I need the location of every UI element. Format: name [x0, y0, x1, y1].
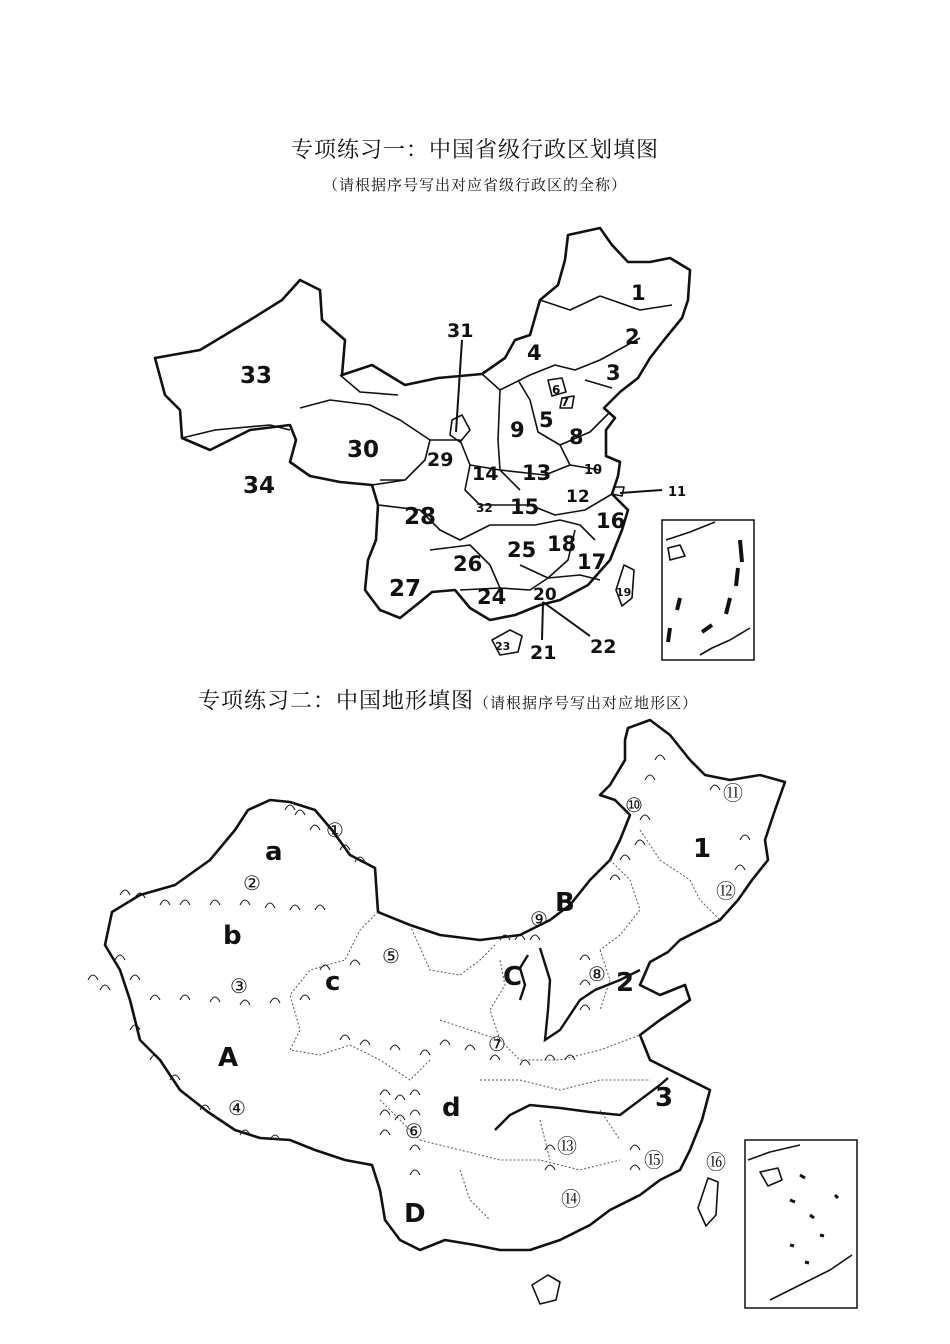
hainan-island-map2 — [532, 1275, 560, 1304]
province-label-17: 17 — [577, 550, 607, 574]
china-outline-map2 — [105, 720, 785, 1250]
province-label-2: 2 — [625, 325, 640, 349]
taiwan-island-map2 — [698, 1178, 718, 1226]
terrain-circled-13: ⑬ — [557, 1134, 577, 1158]
south-china-sea-inset-map1 — [662, 520, 754, 660]
china-outline-map1 — [155, 228, 690, 620]
terrain-label-3: 3 — [655, 1083, 674, 1113]
province-label-8: 8 — [569, 425, 584, 449]
province-label-31: 31 — [447, 320, 474, 342]
province-label-16: 16 — [596, 509, 626, 533]
province-label-26: 26 — [453, 552, 483, 576]
province-label-21: 21 — [530, 642, 557, 664]
province-label-15: 15 — [510, 495, 540, 519]
section2-subtitle: （请根据序号写出对应地形区） — [474, 694, 699, 712]
terrain-circled-5: ⑤ — [382, 944, 400, 968]
province-map — [155, 228, 754, 664]
province-label-3: 3 — [606, 361, 621, 385]
province-label-33: 33 — [240, 363, 273, 389]
province-label-1: 1 — [631, 281, 646, 305]
province-label-12: 12 — [566, 487, 590, 507]
terrain-circled-14: ⑭ — [561, 1187, 581, 1211]
terrain-label-A: A — [218, 1043, 239, 1073]
terrain-label-1: 1 — [693, 834, 712, 864]
ningxia-small — [450, 415, 470, 442]
province-label-18: 18 — [547, 532, 577, 556]
terrain-letter-labels — [218, 834, 711, 1229]
mountain-symbols — [88, 755, 750, 1175]
section1-subtitle: （请根据序号写出对应省级行政区的全称） — [322, 176, 627, 194]
province-label-28: 28 — [404, 504, 437, 530]
terrain-label-D: D — [404, 1199, 426, 1229]
terrain-circled-10: ⑩ — [625, 793, 643, 817]
terrain-label-C: C — [503, 962, 523, 992]
terrain-label-a: a — [265, 837, 283, 867]
province-label-29: 29 — [427, 449, 454, 471]
province-label-5: 5 — [539, 408, 554, 432]
province-label-25: 25 — [507, 538, 537, 562]
terrain-label-2: 2 — [616, 968, 635, 998]
terrain-label-B: B — [555, 888, 575, 918]
leader-line-22 — [543, 602, 590, 636]
terrain-circled-3: ③ — [230, 974, 248, 998]
terrain-circled-4: ④ — [228, 1096, 246, 1120]
terrain-circled-7: ⑦ — [488, 1032, 506, 1056]
section1-title: 专项练习一：中国省级行政区划填图 — [290, 138, 659, 163]
terrain-circled-11: ⑪ — [723, 781, 743, 805]
leader-line-11 — [620, 490, 662, 493]
leader-line-31 — [456, 340, 462, 432]
province-label-32: 32 — [476, 501, 493, 515]
terrain-circled-12: ⑫ — [716, 879, 736, 903]
terrain-circled-1: ① — [326, 818, 344, 842]
terrain-label-b: b — [223, 921, 242, 951]
province-label-34: 34 — [243, 473, 276, 499]
terrain-circled-6: ⑥ — [405, 1119, 423, 1143]
province-label-4: 4 — [527, 341, 542, 365]
province-label-13: 13 — [522, 461, 552, 485]
province-label-30: 30 — [347, 437, 380, 463]
section2-title: 专项练习二：中国地形填图 — [198, 689, 475, 714]
province-label-20: 20 — [533, 585, 557, 605]
province-label-7: 7 — [561, 395, 570, 409]
province-label-22: 22 — [590, 636, 617, 658]
province-borders-map1 — [182, 296, 672, 590]
south-china-sea-inset-map2 — [745, 1140, 857, 1308]
terrain-circled-16: ⑯ — [706, 1150, 726, 1174]
province-label-19: 19 — [616, 586, 632, 599]
province-label-23: 23 — [495, 640, 511, 653]
province-label-14: 14 — [472, 463, 499, 485]
terrain-label-c: c — [325, 967, 341, 997]
province-label-10: 10 — [584, 463, 603, 478]
terrain-circled-2: ② — [243, 871, 261, 895]
terrain-circled-8: ⑧ — [588, 962, 606, 986]
terrain-circled-9: ⑨ — [530, 907, 548, 931]
leader-line-21 — [542, 602, 543, 640]
terrain-map — [88, 720, 857, 1308]
province-label-6: 6 — [552, 383, 561, 397]
terrain-circled-15: ⑮ — [644, 1148, 664, 1172]
province-label-11: 11 — [668, 485, 687, 500]
province-label-27: 27 — [389, 576, 422, 602]
terrain-label-d: d — [442, 1093, 461, 1123]
province-label-9: 9 — [510, 418, 525, 442]
province-label-24: 24 — [477, 585, 507, 609]
